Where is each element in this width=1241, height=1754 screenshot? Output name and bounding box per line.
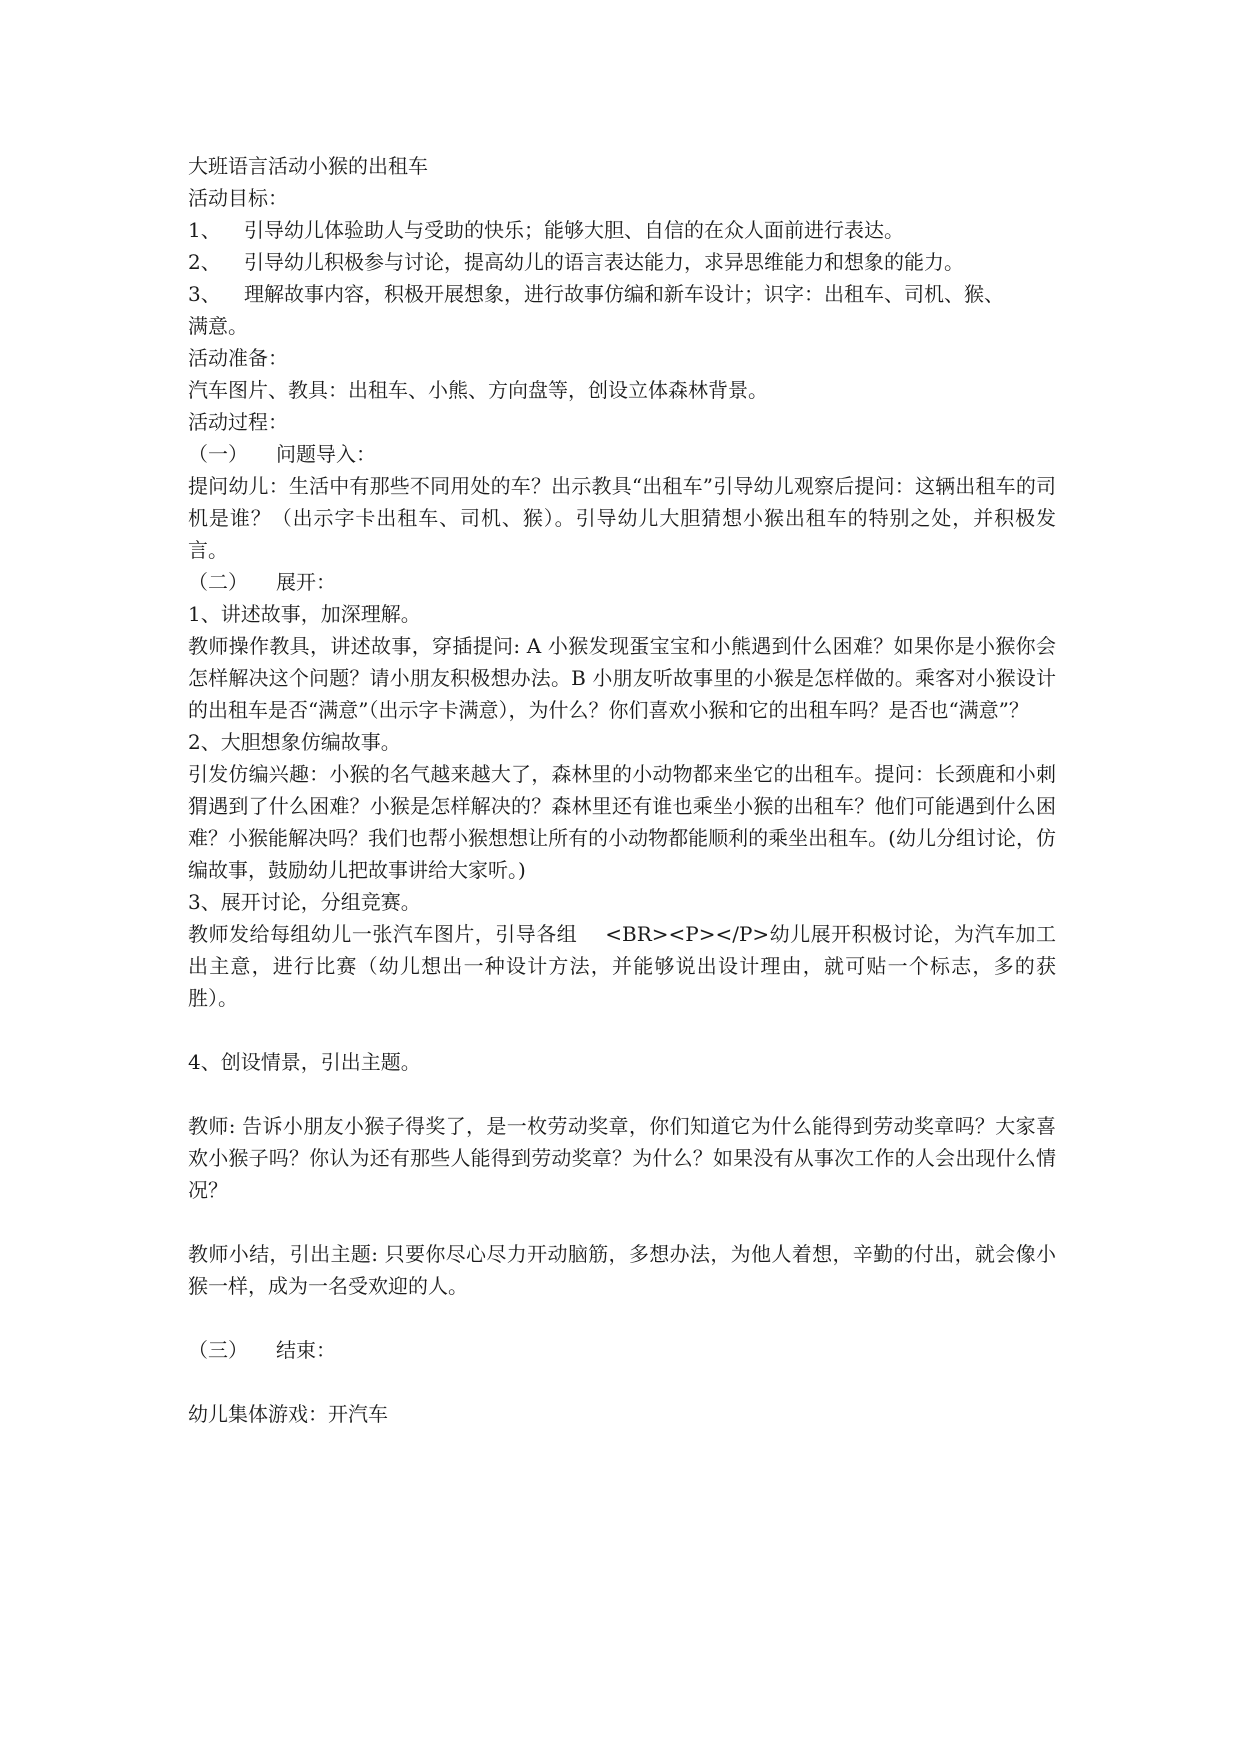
section-paragraph: 提问幼儿：生活中有那些不同用处的车？出示教具“出租车”引导幼儿观察后提问：这辆出租车的司机是谁？（出示字卡出租车、司机、猴）。引导幼儿大胆猜想小猴出租车的特别之处，并积极发言。 (188, 474, 1056, 562)
ending-text: 幼儿集体游戏：开汽车 (188, 1402, 388, 1426)
section-title: 问题导入： (276, 442, 376, 466)
blank-line (188, 1206, 1056, 1238)
teacher-paragraph: 教师: 告诉小朋友小猴子得奖了，是一枚劳动奖章，你们知道它为什么能得到劳动奖章吗？大家喜欢小猴子吗？你认为还有那些人能得到劳动奖章？为什么？如果没有从事次工作的人会出现什么情况？ (188, 1114, 1056, 1202)
blank-line (188, 1302, 1056, 1334)
step-paragraph (188, 918, 1056, 1014)
step-title: 3、展开讨论，分组竞赛。 (188, 890, 421, 914)
goal-text: 理解故事内容，积极开展想象，进行故事仿编和新车设计；识字：出租车、司机、猴、 (244, 282, 1004, 306)
section-heading (188, 566, 1056, 598)
document-title: 大班语言活动小猴的出租车 (188, 154, 428, 178)
step-paragraph-part: <BR><P></P>幼儿展开积极讨论，为汽车加工出主意，进行比赛（幼儿想出一种设计方法，并能够说出设计理由，就可贴一个标志，多的获胜）。 (188, 922, 1056, 1010)
goal-text: 引导幼儿体验助人与受助的快乐；能够大胆、自信的在众人面前进行表达。 (244, 218, 904, 242)
step-title: 4、创设情景，引出主题。 (188, 1050, 421, 1074)
step-paragraph: 引发仿编兴趣：小猴的名气越来越大了，森林里的小动物都来坐它的出租车。提问：长颈鹿和小刺猬遇到了什么困难？小猴是怎样解决的？森林里还有谁也乘坐小猴的出租车？他们可能遇到什么困难？小猴能解决吗？我们也帮小猴想想让所有的小动物都能顺利的乘坐出租车。(幼儿分组讨论，仿编故事，鼓励幼儿把故事讲给大家听。) (188, 762, 1056, 882)
section-title: 展开： (276, 570, 336, 594)
section-label: （二） (188, 570, 248, 594)
goal-item (188, 278, 1056, 310)
blank-line (188, 1014, 1056, 1046)
prep-heading: 活动准备： (188, 346, 288, 370)
blank-line (188, 1366, 1056, 1398)
section-title: 结束： (276, 1338, 336, 1362)
goals-heading: 活动目标： (188, 186, 288, 210)
summary-paragraph: 教师小结，引出主题: 只要你尽心尽力开动脑筋，多想办法，为他人着想，辛勤的付出，就会像小猴一样，成为一名受欢迎的人。 (188, 1242, 1056, 1298)
section-heading (188, 438, 1056, 470)
prep-text: 汽车图片、教具：出租车、小熊、方向盘等，创设立体森林背景。 (188, 378, 768, 402)
section-label: （三） (188, 1338, 248, 1362)
goal-item-continuation: 满意。 (188, 314, 248, 338)
section-heading (188, 1334, 1056, 1366)
step-title: 2、大胆想象仿编故事。 (188, 730, 401, 754)
process-heading: 活动过程： (188, 410, 288, 434)
step-title: 1、讲述故事，加深理解。 (188, 602, 421, 626)
step-paragraph-part: 教师发给每组幼儿一张汽车图片，引导各组 (188, 922, 578, 946)
goal-item (188, 246, 1056, 278)
goal-text: 引导幼儿积极参与讨论，提高幼儿的语言表达能力，求异思维能力和想象的能力。 (244, 250, 964, 274)
goal-number: 2、 (188, 250, 221, 274)
document-body (188, 150, 1056, 1430)
goal-number: 1、 (188, 218, 221, 242)
goal-number: 3、 (188, 282, 221, 306)
blank-line (188, 1078, 1056, 1110)
step-paragraph: 教师操作教具，讲述故事，穿插提问: A 小猴发现蛋宝宝和小熊遇到什么困难？如果你是小猴你会怎样解决这个问题？请小朋友积极想办法。B 小朋友听故事里的小猴是怎样做的。乘客对小猴设计的出租车是否“满意”（出示字卡满意），为什么？你们喜欢小猴和它的出租车吗？是否也“满意”？ (188, 634, 1056, 722)
goal-item (188, 214, 1056, 246)
section-label: （一） (188, 442, 248, 466)
